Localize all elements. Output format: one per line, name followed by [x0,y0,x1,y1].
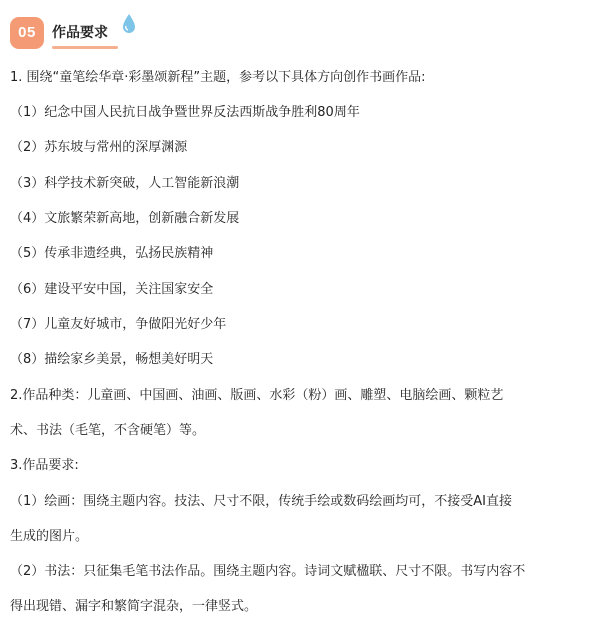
text-line: 3.作品要求: [10,458,79,473]
text-line: （1）绘画：围绕主题内容。技法、尺寸不限，传统手绘或数码绘画均可，不接受AI直接 [10,494,512,509]
text-line: （2）书法：只征集毛笔书法作品。围绕主题内容。诗词文赋楹联、尺寸不限。书写内容不 [10,564,526,579]
text-line: 得出现错、漏字和繁简字混杂，一律竖式。 [10,599,258,614]
text-line: （7）儿童友好城市，争做阳光好少年 [10,317,227,332]
section-title: 作品要求 [52,25,108,41]
text-line: （3）科学技术新突破，人工智能新浪潮 [10,176,240,191]
text-line: （6）建设平安中国，关注国家安全 [10,282,214,297]
text-line: （1）纪念中国人民抗日战争暨世界反法西斯战争胜利80周年 [10,105,360,120]
text-line: （4）文旅繁荣新高地，创新融合新发展 [10,211,240,226]
text-line: 1. 围绕“童笔绘华章·彩墨颂新程”主题，参考以下具体方向创作书画作品: [10,70,426,85]
section-number-badge [10,17,44,49]
text-line: 术、书法（毛笔，不含硬笔）等。 [10,423,206,438]
title-underline [52,46,118,49]
text-line: （8）描绘家乡美景，畅想美好明天 [10,352,214,367]
text-line: （2）苏东坡与常州的深厚渊源 [10,140,188,155]
text-line: （5）传承非遗经典，弘扬民族精神 [10,246,214,261]
text-line: 生成的图片。 [10,529,89,544]
section-header [0,0,602,60]
text-line: 2.作品种类：儿童画、中国画、油画、版画、水彩（粉）画、雕塑、电脑绘画、颗粒艺 [10,388,504,403]
water-drop-icon [120,12,138,36]
section-number: 05 [18,24,36,41]
